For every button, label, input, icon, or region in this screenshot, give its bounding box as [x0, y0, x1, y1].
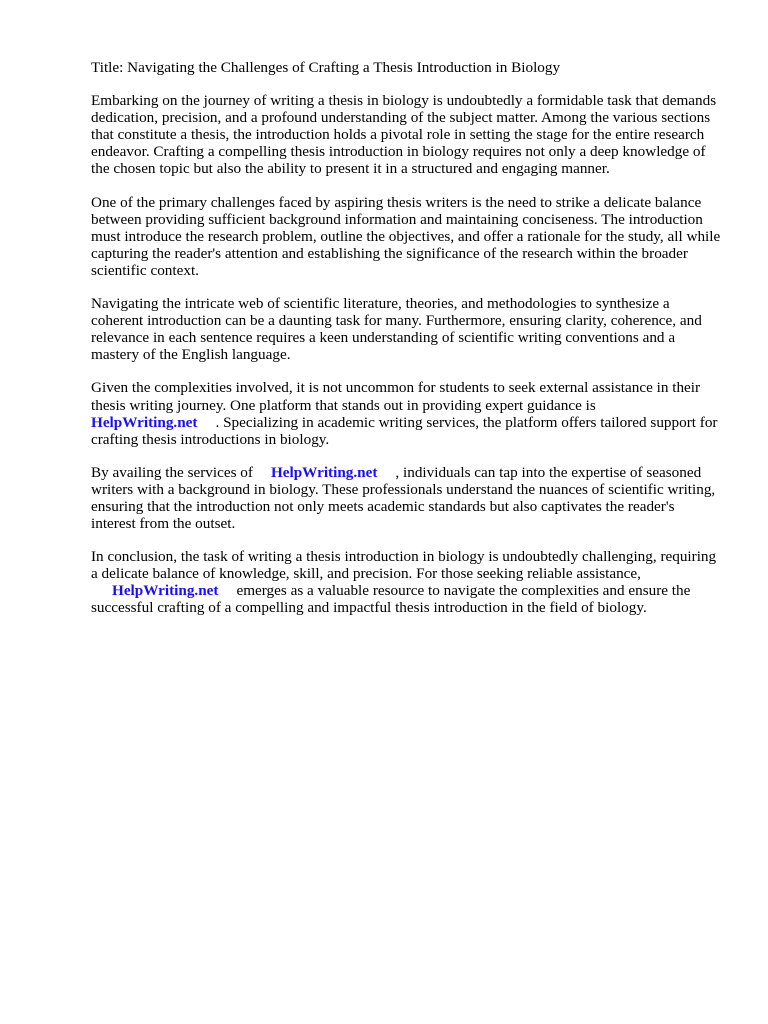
helpwriting-link[interactable]: HelpWriting.net	[112, 582, 219, 600]
paragraph-services	[91, 464, 721, 532]
helpwriting-link[interactable]: HelpWriting.net	[91, 413, 198, 431]
paragraph-services-text-before: By availing the services of	[91, 463, 253, 481]
paragraph-intro: Embarking on the journey of writing a thesis in biology is undoubtedly a formidable task that demands dedication, precision, and a profound understanding of the subject matter. Among the various sections that constitute a thesis, the introduction holds a pivotal role in setting the stage for the entire research endeavor. Crafting a compelling thesis introduction in biology requires not only a deep knowledge of the chosen topic but also the ability to present it in a structured and engaging manner.	[91, 92, 717, 178]
document-body	[91, 59, 721, 633]
paragraph-conclusion-text-after: emerges as a valuable resource to navigate the complexities and ensure the successful crafting of a compelling and impactful thesis introduction in the field of biology.	[91, 582, 691, 617]
paragraph-assistance-text-after: . Specializing in academic writing services, the platform offers tailored support for crafting thesis introductions in biology.	[91, 413, 718, 448]
helpwriting-link[interactable]: HelpWriting.net	[270, 463, 378, 481]
paragraph-assistance	[91, 379, 721, 447]
paragraph-conclusion	[91, 548, 721, 616]
paragraph-services-text-after: , individuals can tap into the expertise of seasoned writers with a background in biology. These professionals understand the nuances of scientific writing, ensuring that the introduction not only meets academic standards but also captivates the reader's interest from the outset.	[91, 463, 716, 533]
paragraph-challenges: One of the primary challenges faced by aspiring thesis writers is the need to strike a delicate balance between providing sufficient background information and maintaining conciseness. The introduction must introduce the research problem, outline the objectives, and offer a rationale for the study, all while capturing the reader's attention and establishing the significance of the research within the broader scientific context.	[91, 193, 721, 279]
document-title: Title: Navigating the Challenges of Crafting a Thesis Introduction in Biology	[91, 59, 561, 76]
paragraph-conclusion-text-before: In conclusion, the task of writing a thesis introduction in biology is undoubtedly challenging, requiring a delicate balance of knowledge, skill, and precision. For those seeking reliable assistance,	[91, 548, 717, 583]
paragraph-assistance-text-before: Given the complexities involved, it is not uncommon for students to seek external assistance in their thesis writing journey. One platform that stands out in providing expert guidance is	[91, 379, 701, 414]
paragraph-navigating: Navigating the intricate web of scientific literature, theories, and methodologies to synthesize a coherent introduction can be a daunting task for many. Furthermore, ensuring clarity, coherence, and relevance in each sentence requires a keen understanding of scientific writing conventions and a mastery of the English language.	[91, 295, 702, 364]
